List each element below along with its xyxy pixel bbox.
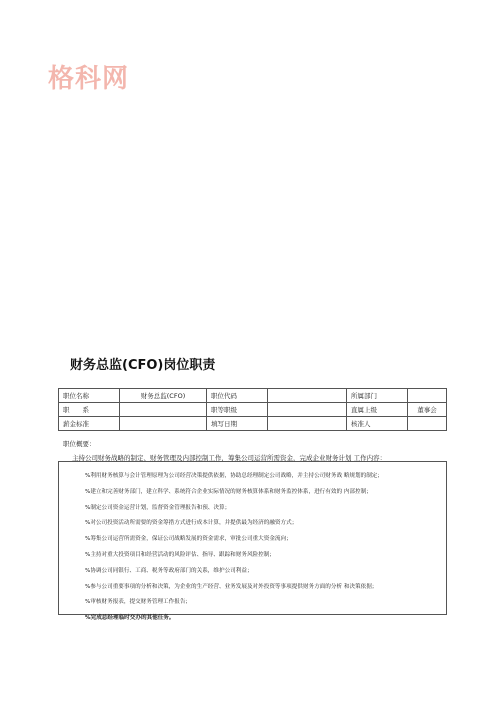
table-cell xyxy=(408,389,447,403)
overview-label: 职位概要： xyxy=(63,440,96,448)
table-cell: 填写日期 xyxy=(207,417,268,431)
job-info-table xyxy=(58,388,447,431)
table-row xyxy=(59,417,447,431)
duty-item: %制定公司资金运营计划，监督资金管理报告和预、决算； xyxy=(85,504,231,511)
duties-box xyxy=(58,461,447,622)
table-cell: 所属部门 xyxy=(347,389,408,403)
table-cell: 薪金标准 xyxy=(59,417,120,431)
duty-item: %主持对重大投资项目和经营活动的风险评估、指导、跟踪和财务风险控制； xyxy=(85,551,275,558)
table-cell xyxy=(268,403,347,417)
watermark-logo: 格科网 xyxy=(48,64,130,94)
duty-item: %完成总经理临时交办的其他任务。 xyxy=(85,615,175,622)
table-cell: 职位名称 xyxy=(59,389,120,403)
table-cell xyxy=(268,389,347,403)
table-cell: 财务总监(CFO) xyxy=(120,389,207,403)
table-cell: 董事会 xyxy=(408,403,447,417)
page-title: 财务总监(CFO)岗位职责 xyxy=(70,358,216,373)
duty-item: %筹集公司运营所需资金，保证公司战略发展的资金需求，审批公司重大资金流向； xyxy=(85,536,292,543)
duty-item: %对公司投资活动所需要的资金筹措方式进行成本计算，并提供最为经济的融资方式； xyxy=(85,520,298,527)
table-cell xyxy=(120,417,207,431)
table-cell: 核准人 xyxy=(347,417,408,431)
duty-item: %建立和完善财务部门，建立科学、系统符合企业实际情况的财务核算体系和财务监控体系，进行有效的 内部控制； xyxy=(85,488,372,495)
table-cell: 职位代码 xyxy=(207,389,268,403)
table-cell: 职 系 xyxy=(59,403,120,417)
duty-item: %协调公司同银行、工商、税务等政府部门的关系，维护公司利益； xyxy=(85,567,253,574)
table-cell xyxy=(408,417,447,431)
table-row xyxy=(59,389,447,403)
duty-item: %参与公司重要事项的分析和决策，为企业的生产经营、业务发展及对外投资等事项提供财务方面的分析 和决策依据； xyxy=(85,583,378,590)
table-row xyxy=(59,403,447,417)
intro-text: 主持公司财务战略的制定、财务管理及内部控制工作，筹集公司运营所需资金，完成企业财务计划 工作内容： xyxy=(72,454,387,462)
table-cell: 直属上级 xyxy=(347,403,408,417)
table-cell xyxy=(268,417,347,431)
table-cell: 职等职级 xyxy=(207,403,268,417)
table-cell xyxy=(120,403,207,417)
duty-item: %利用财务核算与会计管理原理为公司经营决策提供依据，协助总经理制定公司战略，并主持公司财务战 略规划的制定； xyxy=(85,473,383,479)
duty-item: %审核财务报表，提交财务管理工作报告； xyxy=(85,599,192,606)
